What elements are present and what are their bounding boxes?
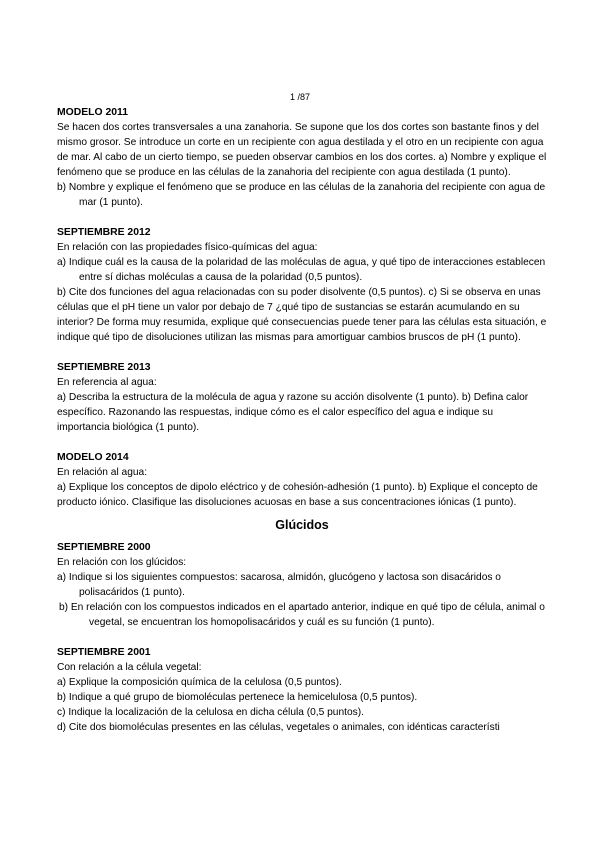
question-intro: En relación al agua:	[57, 467, 148, 478]
question-heading: SEPTIEMBRE 2012	[57, 227, 151, 238]
question-heading: MODELO 2011	[57, 107, 129, 118]
page-number: 1 /87	[289, 92, 311, 102]
question-item: a) Indique cuál es la causa de la polaridad de las moléculas de agua, y qué tipo de interacciones establecen entre sí dichas moléculas a causa de la polaridad (0,5 puntos).	[57, 257, 546, 283]
document-body	[57, 105, 547, 735]
question-heading: SEPTIEMBRE 2001	[57, 647, 151, 658]
section-title: Glúcidos	[275, 518, 329, 532]
question-intro: Con relación a la célula vegetal:	[57, 662, 202, 673]
question-item: b) Cite dos funciones del agua relacionadas con su poder disolvente (0,5 puntos). c) Si se observa en unas células que el pH tiene un valor por debajo de 7 ¿qué tipo de sustancias se estarán acumulando en su interior? De forma muy resumida, explique qué consecuencias puede tener para las células esta situación, e indique qué tipo de disoluciones utilizan las mismas para amortiguar cambios bruscos de pH (1 punto).	[57, 287, 547, 343]
question-item: b) En relación con los compuestos indicados en el apartado anterior, indique en qué tipo de célula, animal o vegetal, se encuentran los homopolisacáridos y cuál es su función (1 punto).	[59, 602, 545, 628]
question-item: b) Indique a qué grupo de biomoléculas pertenece la hemicelulosa (0,5 puntos).	[57, 692, 418, 703]
question-item: a) Explique los conceptos de dipolo eléctrico y de cohesión-adhesión (1 punto). b) Explique el concepto de producto iónico. Clasifique las disoluciones acuosas en base a sus concentraciones iónicas (1 punto).	[57, 482, 538, 508]
question-heading: MODELO 2014	[57, 452, 129, 463]
question-item: a) Describa la estructura de la molécula de agua y razone su acción disolvente (1 punto). b) Defina calor específico. Razonando las respuestas, indique cómo es el calor específico del agua e indique su importancia biológica (1 punto).	[57, 392, 529, 433]
question-item: a) Explique la composición química de la celulosa (0,5 puntos).	[57, 677, 342, 688]
question-item: d) Cite dos biomoléculas presentes en las células, vegetales o animales, con idénticas característi	[57, 722, 500, 733]
question-item: a) Indique si los siguientes compuestos: sacarosa, almidón, glucógeno y lactosa son disacáridos o polisacáridos (1 punto).	[57, 572, 501, 598]
question-intro: En relación con los glúcidos:	[57, 557, 187, 568]
question-text: Se hacen dos cortes transversales a una zanahoria. Se supone que los dos cortes son bastante finos y del mismo grosor. Se introduce un corte en un recipiente con agua destilada y el otro en un recipiente con agua de mar. Al cabo de un cierto tiempo, se pueden observar cambios en los dos cortes. a) Nombre y explique el fenómeno que se produce en las células de la zanahoria del recipiente con agua destilada (1 punto).	[57, 122, 547, 178]
question-heading: SEPTIEMBRE 2000	[57, 542, 151, 553]
question-heading: SEPTIEMBRE 2013	[57, 362, 151, 373]
question-intro: En referencia al agua:	[57, 377, 157, 388]
question-item: b) Nombre y explique el fenómeno que se produce en las células de la zanahoria del recipiente con agua de mar (1 punto).	[57, 182, 546, 208]
question-intro: En relación con las propiedades físico-químicas del agua:	[57, 242, 318, 253]
question-item: c) Indique la localización de la celulosa en dicha célula (0,5 puntos).	[57, 707, 364, 718]
